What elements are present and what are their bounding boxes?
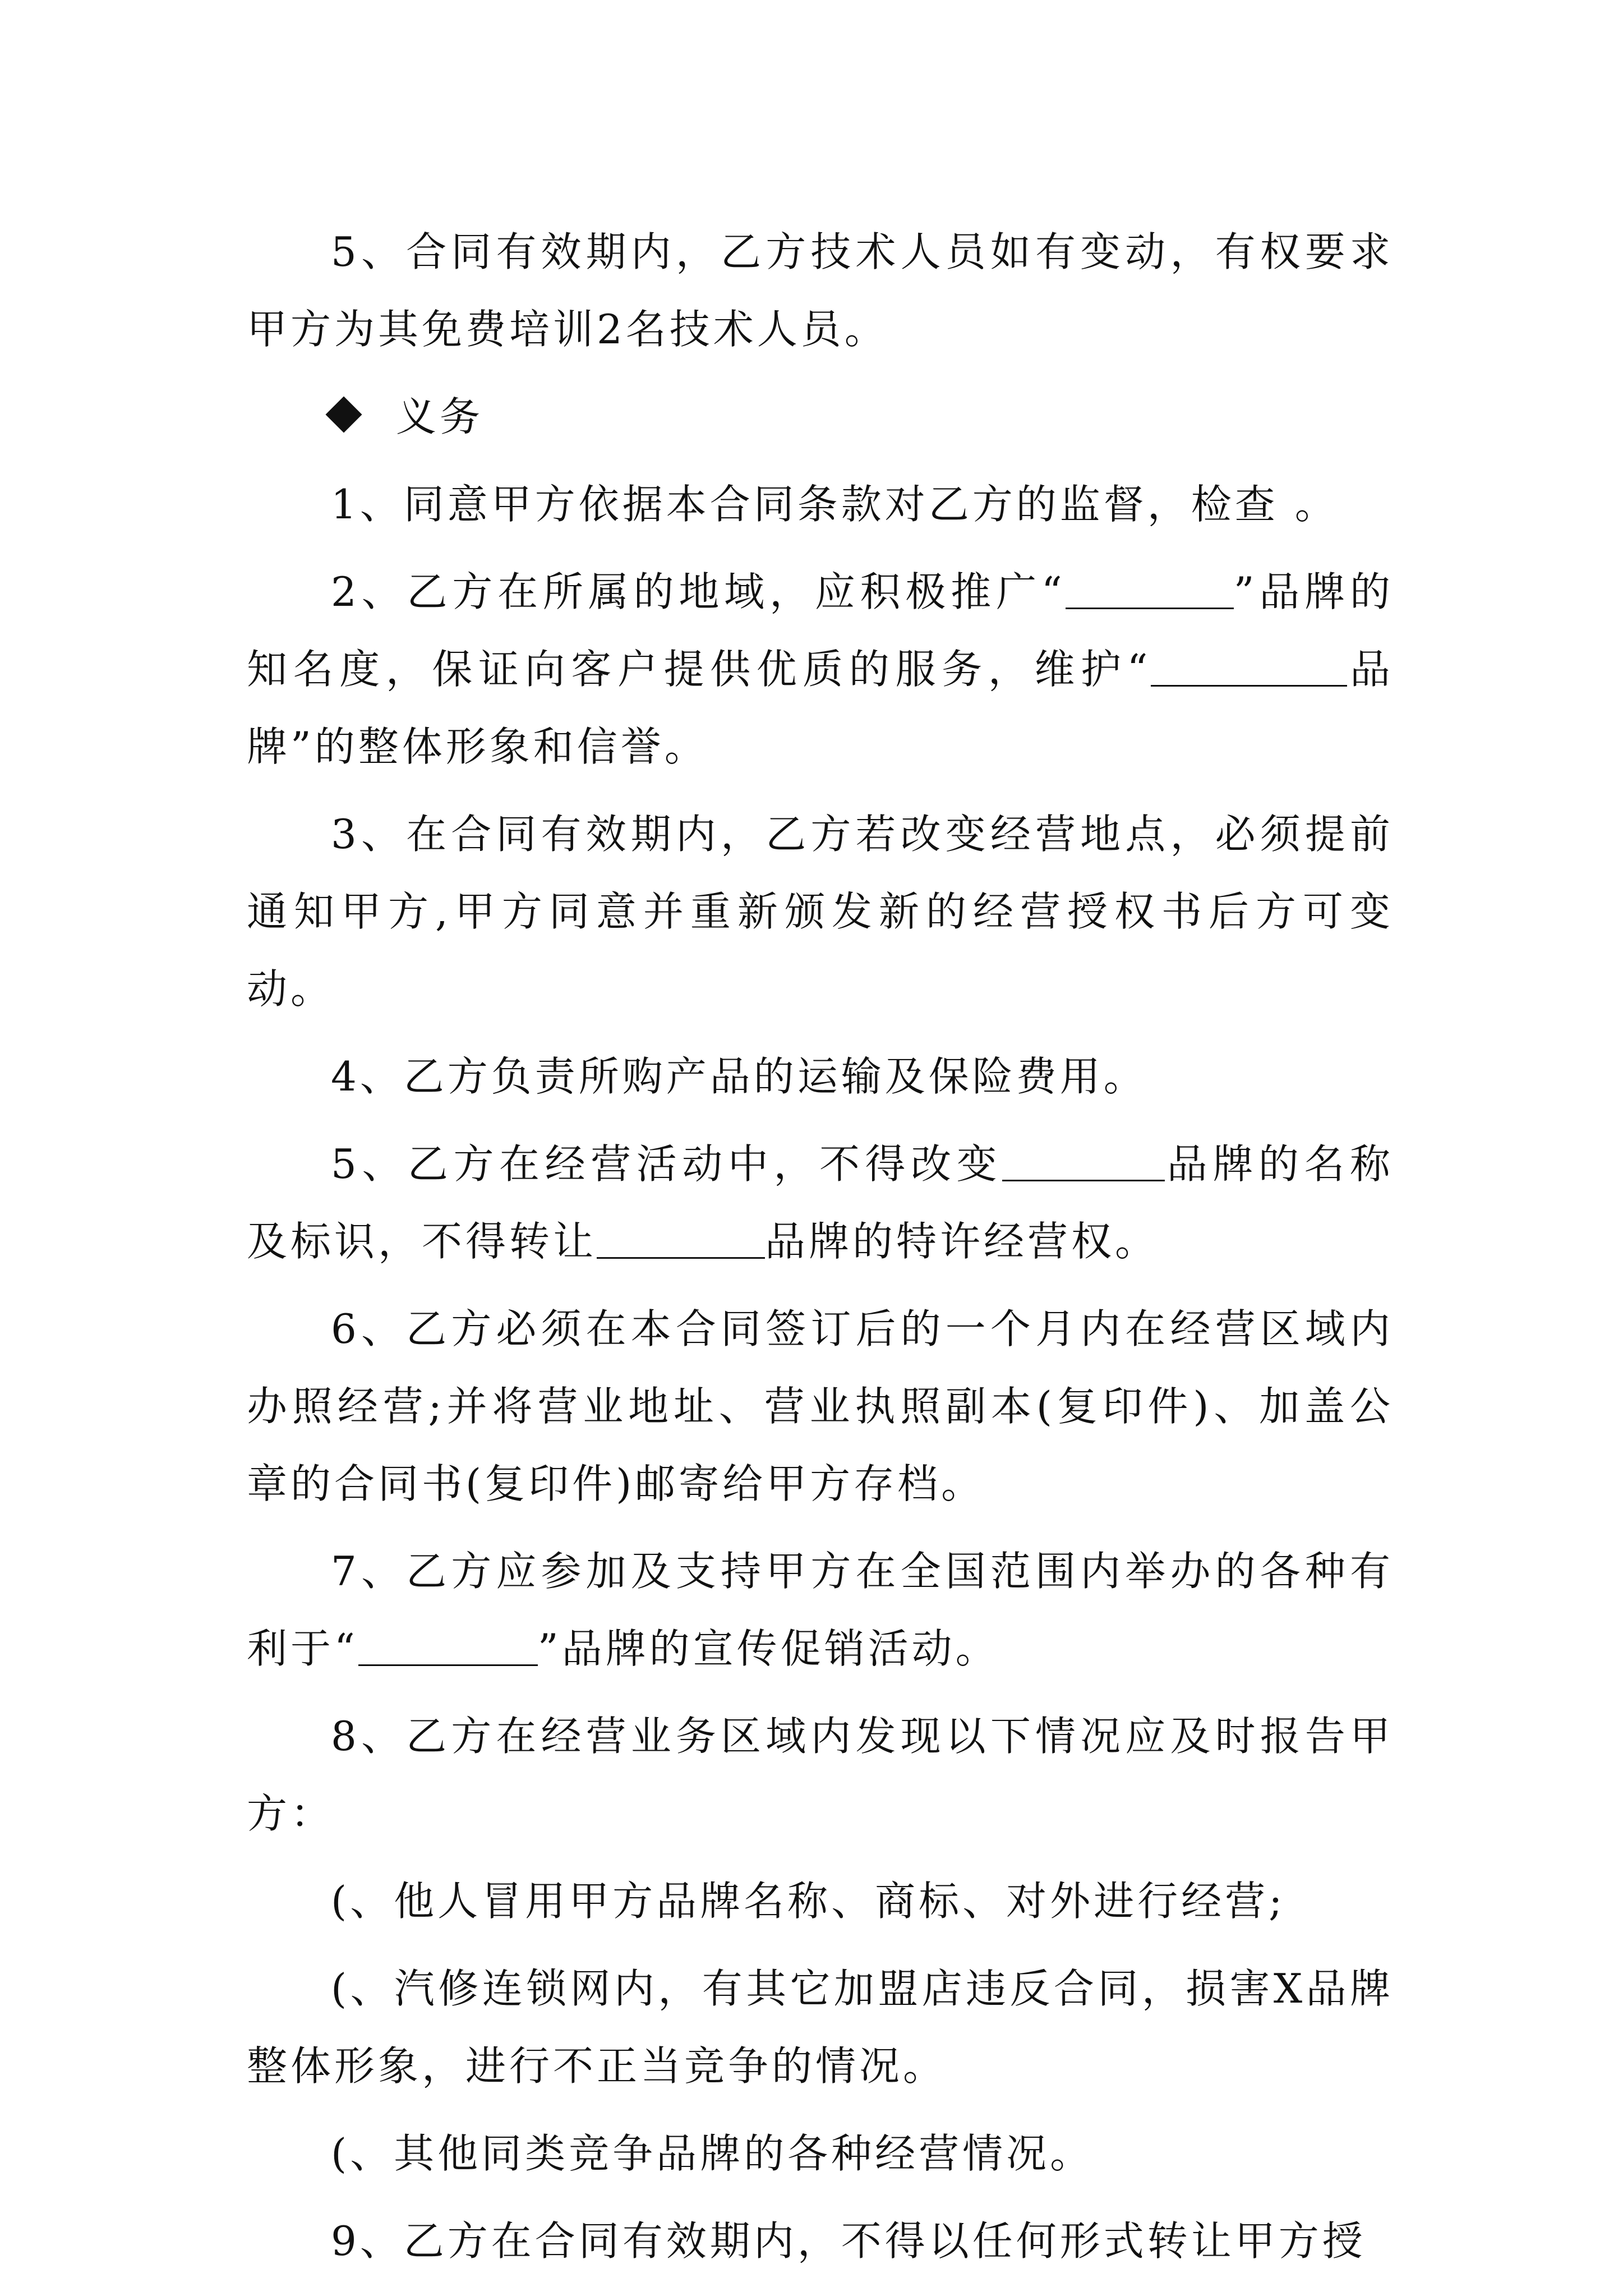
brand-blank-5 bbox=[358, 1627, 538, 1666]
obligations-heading bbox=[247, 378, 1394, 455]
brand-blank-1 bbox=[1066, 570, 1234, 609]
contract-page bbox=[247, 213, 1394, 2290]
paragraph-obligation-4: 4、乙方负责所购产品的运输及保险费用。 bbox=[331, 1053, 1147, 1100]
obligation-5-part-c: 品牌的特许经营权。 bbox=[765, 1218, 1159, 1265]
brand-blank-4 bbox=[597, 1220, 765, 1259]
obligations-heading-text: 义务 bbox=[396, 393, 484, 440]
paragraph-obligation-9: 9、乙方在合同有效期内，不得以任何形式转让甲方授 bbox=[331, 2217, 1366, 2265]
brand-blank-2 bbox=[1151, 648, 1347, 687]
paragraph-obligation-6: 6、乙方必须在本合同签订后的一个月内在经营区域内办照经营;并将营业地址、营业执照副本(复印件)、加盖公章的合同书(复印件)邮寄给甲方存档。 bbox=[247, 1305, 1394, 1507]
obligation-2-part-c: 品牌”的整体形象和信誉。 bbox=[247, 646, 1394, 770]
obligation-7-part-b: ”品牌的宣传促销活动。 bbox=[537, 1625, 999, 1672]
paragraph-obligation-8: 8、乙方在经营业务区域内发现以下情况应及时报告甲方： bbox=[247, 1713, 1394, 1837]
paragraph-obligation-8-item-1: (、他人冒用甲方品牌名称、商标、对外进行经营; bbox=[331, 1878, 1286, 1925]
paragraph-obligation-3: 3、在合同有效期内，乙方若改变经营地点，必须提前通知甲方,甲方同意并重新颁发新的经营授权书后方可变动。 bbox=[247, 811, 1394, 1013]
paragraph-obligation-5 bbox=[247, 1125, 1394, 1280]
paragraph-obligation-2 bbox=[247, 553, 1394, 785]
obligation-7-part-a: 7、乙方应参加及支持甲方在全国范围内举办的各种有利于“ bbox=[247, 1548, 1394, 1672]
paragraph-obligation-8-item-3: (、其他同类竞争品牌的各种经营情况。 bbox=[331, 2130, 1094, 2177]
paragraph-rights-5: 5、合同有效期内，乙方技术人员如有变动，有权要求甲方为其免费培训2名技术人员。 bbox=[247, 228, 1394, 353]
paragraph-obligation-1: 1、同意甲方依据本合同条款对乙方的监督，检查 。 bbox=[331, 481, 1339, 528]
brand-blank-3 bbox=[1002, 1143, 1165, 1181]
obligation-5-part-a: 5、乙方在经营活动中，不得改变 bbox=[331, 1140, 1003, 1188]
obligation-2-part-a: 2、乙方在所属的地域，应积极推广“ bbox=[331, 568, 1066, 615]
paragraph-obligation-7 bbox=[247, 1533, 1394, 1687]
black-diamond-icon bbox=[325, 396, 362, 432]
obligation-2-part-b: ”品牌的知名度，保证向客户提供优质的服务，维护“ bbox=[247, 568, 1394, 693]
obligation-5-part-b: 品牌的名称及标识，不得转让 bbox=[247, 1140, 1394, 1265]
paragraph-obligation-8-item-2: (、汽修连锁网内，有其它加盟店违反合同，损害X品牌整体形象，进行不正当竞争的情况。 bbox=[247, 1965, 1394, 2090]
